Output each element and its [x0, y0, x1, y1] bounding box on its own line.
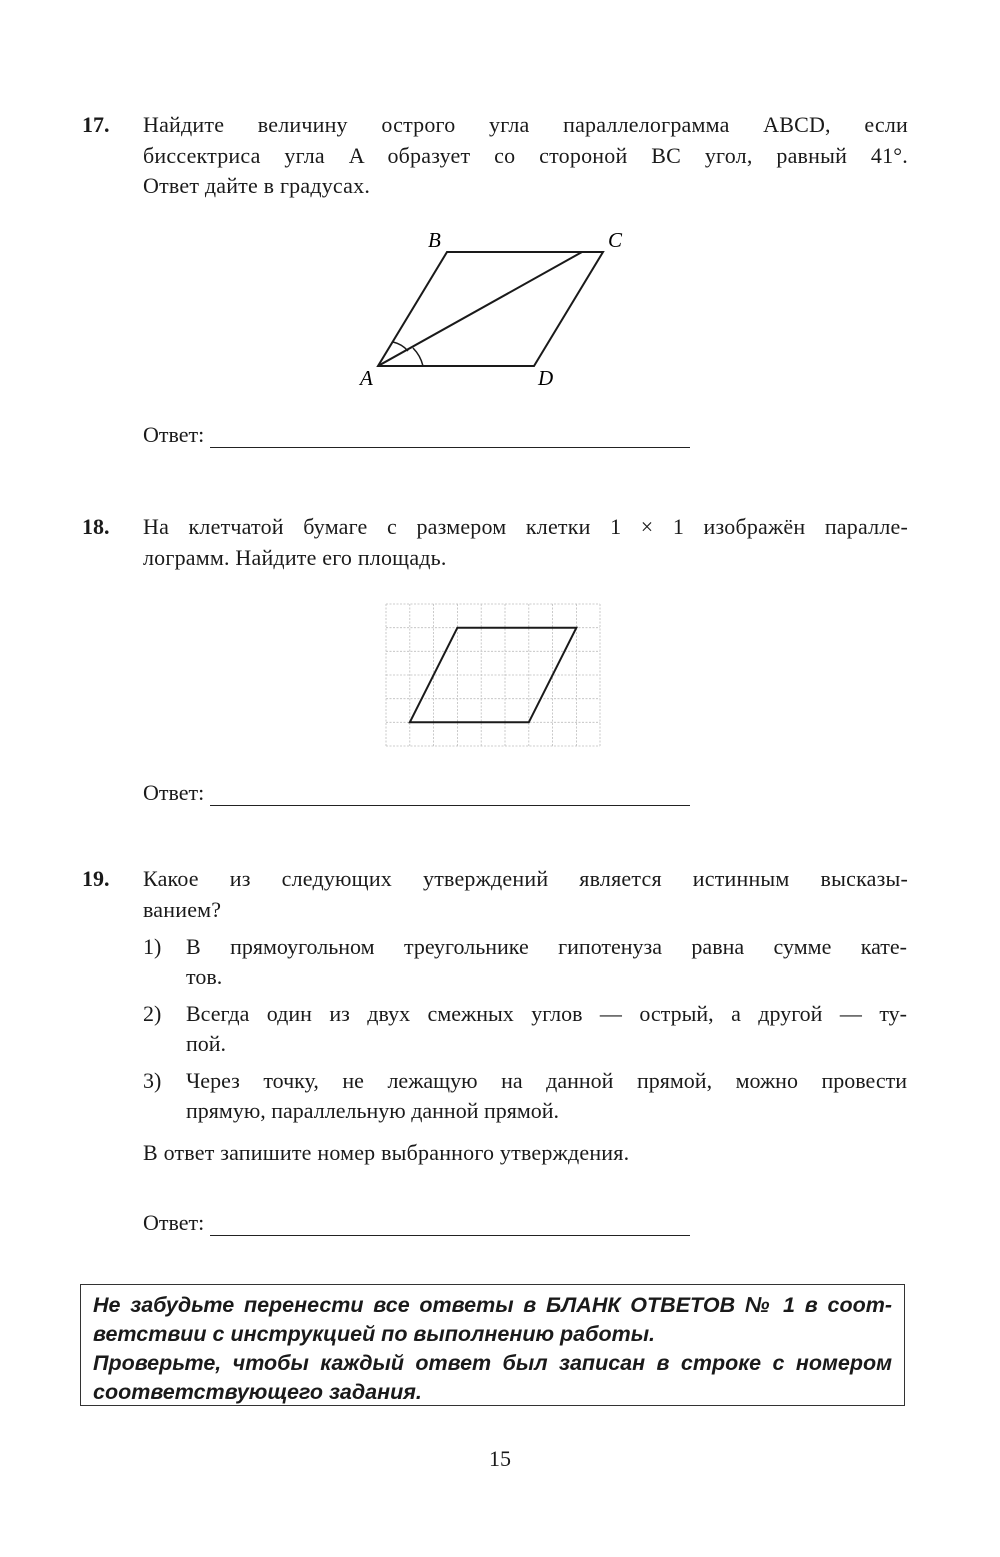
- notice-line: Проверьте, чтобы каждый ответ был записан в строке с номером: [93, 1351, 892, 1375]
- answer-label: Ответ:: [143, 780, 205, 805]
- task-text-line: лограмм. Найдите его площадь.: [143, 545, 447, 570]
- option-text-line: Через точку, не лежащую на данной прямой, можно провести: [186, 1068, 907, 1093]
- option-number: 1): [143, 934, 162, 959]
- option-text-line: прямую, параллельную данной прямой.: [186, 1098, 560, 1123]
- option-text-line: пой.: [186, 1031, 227, 1056]
- option-text-line: В прямоугольном треугольнике гипотенуза равна сумме кате-: [186, 934, 907, 959]
- task-text-line: Ответ дайте в градусах.: [143, 173, 371, 198]
- answer-line[interactable]: [210, 783, 690, 806]
- task-text-line: ванием?: [143, 897, 222, 922]
- option-text-line: Всегда один из двух смежных углов — острый, а другой — ту-: [186, 1001, 907, 1026]
- answer-line[interactable]: [210, 425, 690, 448]
- option-number: 3): [143, 1068, 162, 1093]
- grid-parallelogram-figure: [380, 598, 606, 752]
- option-number: 2): [143, 1001, 162, 1026]
- parallelogram-figure: [350, 225, 650, 395]
- task-text-line: биссектриса угла A образует со стороной BC угол, равный 41°.: [143, 143, 908, 168]
- notice-line: соответствующего задания.: [93, 1380, 422, 1404]
- vertex-label-c: C: [608, 228, 623, 252]
- page-number: 15: [489, 1446, 511, 1471]
- vertex-label-d: D: [538, 366, 554, 390]
- notice-line: ветствии с инструкцией по выполнению работы.: [93, 1322, 656, 1346]
- vertex-label-a: A: [360, 366, 373, 390]
- task-number: 19.: [82, 866, 110, 891]
- answer-field[interactable]: [143, 1210, 690, 1236]
- task-text-line: На клетчатой бумаге с размером клетки 1 × 1 изображён паралле-: [143, 514, 908, 539]
- answer-line[interactable]: [210, 1213, 690, 1236]
- notice-line: Не забудьте перенести все ответы в БЛАНК ОТВЕТОВ № 1 в соот-: [93, 1293, 892, 1317]
- instruction-text: В ответ запишите номер выбранного утверждения.: [143, 1140, 630, 1165]
- task-text-line: Найдите величину острого угла параллелограмма ABCD, если: [143, 112, 908, 137]
- task-text-line: Какое из следующих утверждений является истинным высказы-: [143, 866, 908, 891]
- vertex-label-b: B: [428, 228, 441, 252]
- answer-field[interactable]: [143, 422, 690, 448]
- answer-label: Ответ:: [143, 422, 205, 447]
- task-number: 17.: [82, 112, 110, 137]
- option-text-line: тов.: [186, 964, 223, 989]
- task-number: 18.: [82, 514, 110, 539]
- answer-field[interactable]: [143, 780, 690, 806]
- reminder-notice-box: [80, 1284, 905, 1406]
- answer-label: Ответ:: [143, 1210, 205, 1235]
